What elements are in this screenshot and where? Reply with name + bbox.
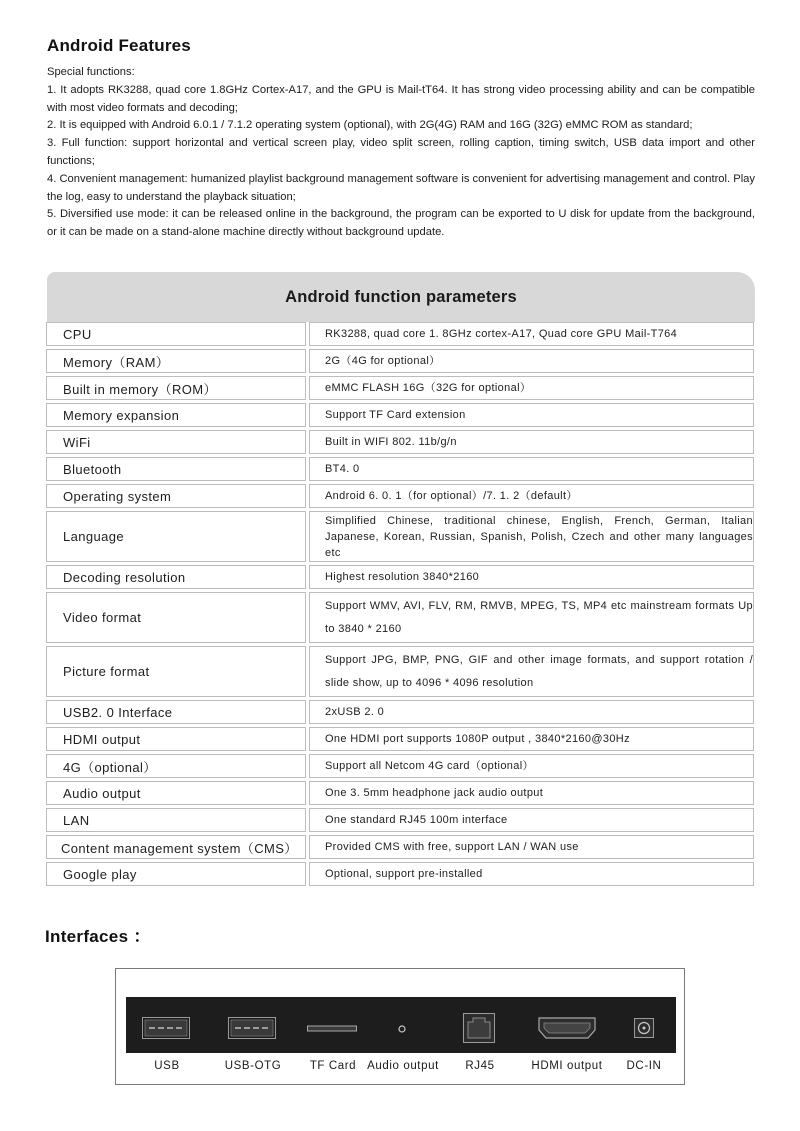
table-row: [46, 808, 754, 832]
table-row: [46, 349, 754, 373]
param-value: Optional, support pre-installed: [309, 862, 754, 886]
param-value: RK3288, quad core 1. 8GHz cortex-A17, Quad core GPU Mail-T764: [309, 322, 754, 346]
param-name: Language: [46, 511, 306, 562]
port-label-usb-otg: USB-OTG: [224, 1060, 282, 1072]
params-table: [46, 322, 754, 889]
params-table-header: [47, 272, 755, 322]
param-name: Decoding resolution: [46, 565, 306, 589]
features-line: 1. It adopts RK3288, quad core 1.8GHz Cortex-A17, and the GPU is Mail-tT64. It has strong video processing ability and can be compatible with most video formats and decoding;: [47, 83, 755, 114]
port-label-tf-card: TF Card: [309, 1060, 357, 1072]
tf-card-slot-icon: [307, 1025, 357, 1033]
param-name: CPU: [46, 322, 306, 346]
table-row: [46, 457, 754, 481]
param-name: Video format: [46, 592, 306, 643]
table-row: [46, 376, 754, 400]
param-value: BT4. 0: [309, 457, 754, 481]
param-value: eMMC FLASH 16G（32G for optional）: [309, 376, 754, 400]
table-row: [46, 403, 754, 427]
params-title: Android function parameters: [285, 287, 517, 306]
table-row: [46, 592, 754, 643]
param-name: Audio output: [46, 781, 306, 805]
param-value: Highest resolution 3840*2160: [309, 565, 754, 589]
param-name: Memory expansion: [46, 403, 306, 427]
table-row: [46, 700, 754, 724]
hdmi-port-icon: [538, 1017, 596, 1039]
param-value: One standard RJ45 100m interface: [309, 808, 754, 832]
table-row: [46, 511, 754, 562]
table-row: [46, 781, 754, 805]
param-value: Support TF Card extension: [309, 403, 754, 427]
param-value-text: Simplified Chinese, traditional chinese, English, French, German, Italian Japanese, Korean, Russian, Spanish, Polish, Czech and other many languages etc: [325, 514, 753, 559]
port-label-rj45: RJ45: [465, 1060, 495, 1072]
features-line: 2. It is equipped with Android 6.0.1 / 7.1.2 operating system (optional), with 2G(4G) RAM and 16G (32G) eMMC ROM as standard;: [47, 119, 693, 132]
param-value: [309, 511, 754, 562]
table-row: [46, 430, 754, 454]
table-row: [46, 484, 754, 508]
param-value: Support all Netcom 4G card（optional）: [309, 754, 754, 778]
features-list: [47, 64, 755, 242]
param-value: 2xUSB 2. 0: [309, 700, 754, 724]
param-value: Built in WIFI 802. 11b/g/n: [309, 430, 754, 454]
param-name: Bluetooth: [46, 457, 306, 481]
features-line: 3. Full function: support horizontal and vertical screen play, video split screen, rolling caption, timing switch, USB data import and other functions;: [47, 137, 755, 167]
param-value: [309, 592, 754, 643]
table-row: [46, 862, 754, 886]
param-value: One 3. 5mm headphone jack audio output: [309, 781, 754, 805]
param-value-text: Support WMV, AVI, FLV, RM, RMVB, MPEG, TS, MP4 etc mainstream formats Up to 3840 * 2160: [325, 599, 753, 635]
table-row: [46, 727, 754, 751]
rj45-port-icon: [463, 1013, 495, 1043]
param-name: USB2. 0 Interface: [46, 700, 306, 724]
table-row: [46, 646, 754, 697]
param-name: LAN: [46, 808, 306, 832]
interfaces-title: Interfaces ：: [45, 927, 151, 946]
table-row: [46, 565, 754, 589]
param-name: Picture format: [46, 646, 306, 697]
param-value: Provided CMS with free, support LAN / WAN use: [309, 835, 754, 859]
param-name: HDMI output: [46, 727, 306, 751]
param-value: [309, 646, 754, 697]
features-title: Android Features: [47, 36, 191, 55]
port-label-hdmi-output: HDMI output: [531, 1060, 603, 1072]
table-row: [46, 835, 754, 859]
port-label-usb: USB: [154, 1060, 180, 1072]
port-label-dc-in: DC-IN: [626, 1060, 662, 1072]
param-name: Operating system: [46, 484, 306, 508]
param-value: One HDMI port supports 1080P output , 3840*2160@30Hz: [309, 727, 754, 751]
param-name: Google play: [46, 862, 306, 886]
param-name: 4G（optional）: [46, 754, 306, 778]
features-line: 4. Convenient management: humanized playlist background management software is convenient for advertising management and control. Play the log, easy to understand the playback situation;: [47, 172, 755, 203]
param-name: Built in memory（ROM）: [46, 376, 306, 400]
param-name: Content management system（CMS）: [46, 835, 306, 859]
features-line: 5. Diversified use mode: it can be released online in the background, the program can be exported to U disk for update from the background, or it can be made on a stand-alone machine directly without background update.: [47, 208, 755, 239]
features-line: Special functions:: [47, 66, 135, 78]
param-name: WiFi: [46, 430, 306, 454]
dc-in-port-icon: [634, 1018, 654, 1038]
audio-jack-icon: [397, 1024, 407, 1034]
table-row: [46, 754, 754, 778]
usb-otg-port-icon: [228, 1017, 276, 1039]
port-label-audio-output: Audio output: [367, 1060, 439, 1072]
param-value-text: Support JPG, BMP, PNG, GIF and other image formats, and support rotation / slide show, up to 4096 * 4096 resolution: [325, 653, 753, 689]
param-value: Android 6. 0. 1（for optional）/7. 1. 2（default）: [309, 484, 754, 508]
usb-port-icon: [142, 1017, 190, 1039]
param-name: Memory（RAM）: [46, 349, 306, 373]
param-value: 2G（4G for optional）: [309, 349, 754, 373]
table-row: [46, 322, 754, 346]
